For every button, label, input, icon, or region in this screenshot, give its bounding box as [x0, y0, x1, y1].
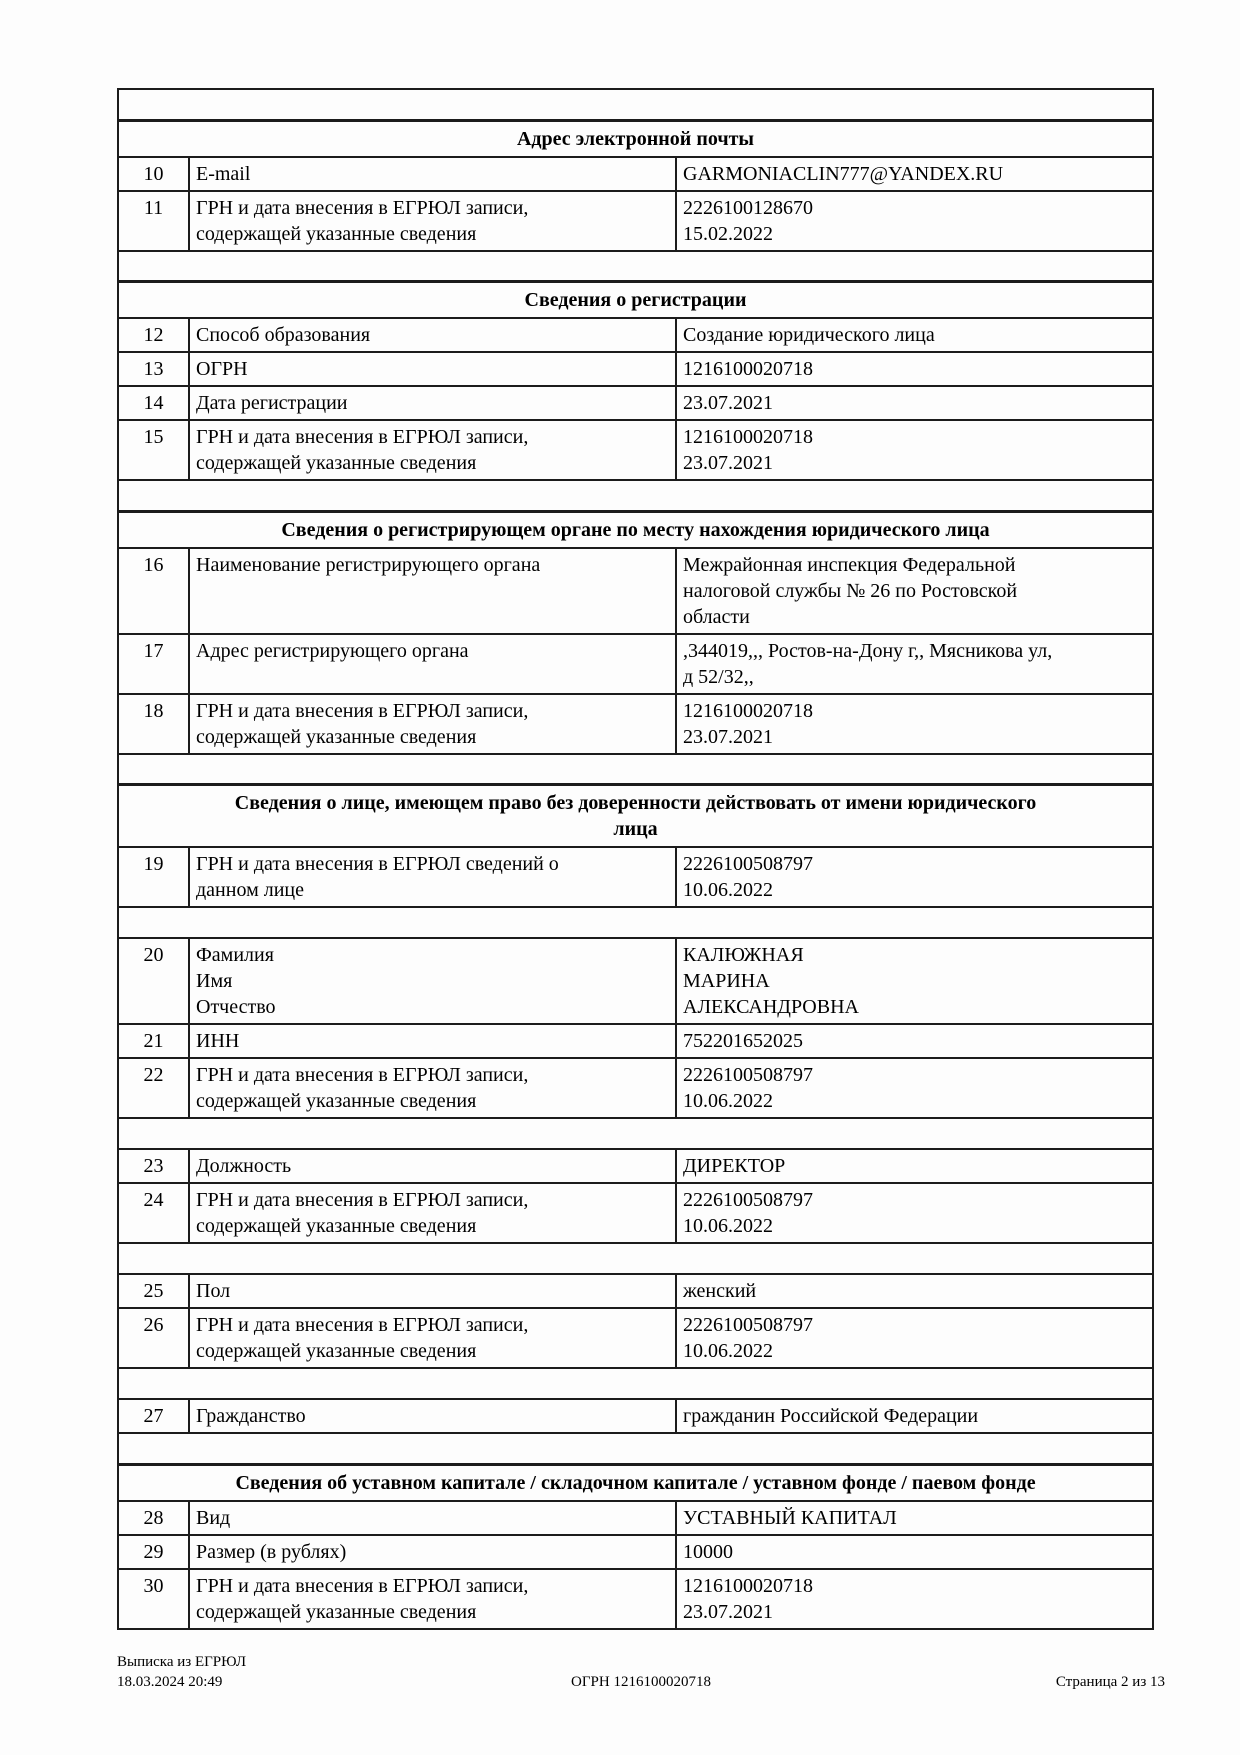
spacer-cell — [118, 1118, 1153, 1149]
row-number-cell: 23 — [118, 1149, 189, 1183]
cell-text-line: Сведения о регистрирующем органе по месту нахождения юридического лица — [281, 518, 990, 541]
cell-text-line: Размер (в рублях) — [196, 1540, 347, 1563]
table-row — [118, 352, 1153, 386]
row-value-cell — [676, 1149, 1153, 1183]
row-number-cell: 19 — [118, 847, 189, 907]
row-number-cell: 28 — [118, 1501, 189, 1535]
cell-text-line: Отчество — [196, 996, 276, 1018]
spacer-row — [118, 89, 1153, 120]
row-number-cell: 17 — [118, 634, 189, 694]
row-number-cell: 15 — [118, 420, 189, 480]
table-row — [118, 420, 1153, 480]
cell-text-line: данном лице — [196, 879, 304, 901]
table-row — [118, 1274, 1153, 1308]
row-label-cell — [189, 1399, 676, 1433]
row-number-cell: 30 — [118, 1569, 189, 1629]
footer-doc-title: Выписка из ЕГРЮЛ — [117, 1653, 246, 1670]
table-row — [118, 1024, 1153, 1058]
cell-text-line: области — [683, 605, 750, 628]
row-label-cell — [189, 1535, 676, 1569]
cell-text-line: 2226100508797 — [683, 853, 813, 875]
cell-text-line: 1216100020718 — [683, 426, 813, 448]
cell-text-line: д 52/32,, — [683, 665, 754, 688]
cell-text-line: Сведения о лице, имеющем право без доверенности действовать от имени юридического — [234, 792, 1037, 814]
row-label-cell — [189, 1308, 676, 1368]
cell-text-line: 2226100508797 — [683, 1189, 813, 1211]
table-row — [118, 548, 1153, 634]
row-label-cell — [189, 352, 676, 386]
row-label-cell — [189, 1501, 676, 1535]
row-value-cell — [676, 1399, 1153, 1433]
cell-text-line: женский — [683, 1280, 757, 1302]
row-value-cell — [676, 1274, 1153, 1308]
section-header-row — [118, 120, 1153, 157]
row-label-cell — [189, 386, 676, 420]
cell-text-line: УСТАВНЫЙ КАПИТАЛ — [683, 1506, 897, 1529]
row-number-cell: 12 — [118, 318, 189, 352]
spacer-row — [118, 1243, 1153, 1274]
cell-text-line: 10.06.2022 — [683, 1215, 773, 1237]
cell-text-line: ГРН и дата внесения в ЕГРЮЛ сведений о — [196, 853, 559, 875]
row-number-cell: 11 — [118, 191, 189, 251]
row-label-cell — [189, 1024, 676, 1058]
page-footer — [117, 1650, 1165, 1692]
table-row — [118, 1308, 1153, 1368]
spacer-cell — [118, 907, 1153, 938]
table-row — [118, 318, 1153, 352]
cell-text-line: 2226100508797 — [683, 1314, 813, 1336]
row-label-cell — [189, 1149, 676, 1183]
table-row — [118, 1058, 1153, 1118]
row-value-cell — [676, 191, 1153, 251]
footer-ogrn: ОГРН 1216100020718 — [571, 1673, 711, 1690]
row-value-cell — [676, 1569, 1153, 1629]
cell-text-line: ГРН и дата внесения в ЕГРЮЛ записи, — [196, 426, 529, 448]
cell-text-line: содержащей указанные сведения — [196, 1090, 477, 1112]
row-number-cell: 13 — [118, 352, 189, 386]
cell-text-line: лица — [613, 818, 658, 840]
egrul-table-body — [118, 89, 1153, 1629]
row-value-cell — [676, 847, 1153, 907]
cell-text-line: Фамилия — [196, 944, 274, 966]
table-row — [118, 1569, 1153, 1629]
cell-text-line: 752201652025 — [683, 1030, 803, 1052]
row-number-cell: 21 — [118, 1024, 189, 1058]
row-label-cell — [189, 157, 676, 191]
row-number-cell: 27 — [118, 1399, 189, 1433]
row-number-cell: 22 — [118, 1058, 189, 1118]
cell-text-line: Пол — [196, 1280, 231, 1302]
cell-text-line: 10000 — [683, 1540, 733, 1563]
spacer-row — [118, 251, 1153, 282]
row-label-cell — [189, 1183, 676, 1243]
cell-text-line: 23.07.2021 — [683, 725, 773, 748]
cell-text-line: 23.07.2021 — [683, 392, 773, 414]
section-header-row — [118, 282, 1153, 319]
spacer-row — [118, 907, 1153, 938]
spacer-row — [118, 754, 1153, 785]
row-number-cell: 16 — [118, 548, 189, 634]
cell-text-line: МАРИНА — [683, 970, 770, 992]
row-label-cell — [189, 191, 676, 251]
row-number-cell: 26 — [118, 1308, 189, 1368]
spacer-cell — [118, 754, 1153, 785]
cell-text-line: Межрайонная инспекция Федеральной — [683, 553, 1016, 576]
row-value-cell — [676, 1501, 1153, 1535]
row-number-cell: 14 — [118, 386, 189, 420]
row-value-cell — [676, 634, 1153, 694]
cell-text-line: Сведения о регистрации — [524, 289, 747, 311]
cell-text-line: АЛЕКСАНДРОВНА — [683, 996, 859, 1018]
row-number-cell: 10 — [118, 157, 189, 191]
cell-text-line: Адрес электронной почты — [516, 127, 755, 150]
spacer-cell — [118, 1243, 1153, 1274]
row-value-cell — [676, 1058, 1153, 1118]
spacer-row — [118, 1433, 1153, 1464]
cell-text-line: E-mail — [196, 162, 251, 185]
egrul-table — [117, 88, 1154, 1630]
cell-text-line: содержащей указанные сведения — [196, 452, 477, 474]
spacer-row — [118, 1368, 1153, 1399]
row-value-cell — [676, 694, 1153, 754]
section-header-row — [118, 785, 1153, 848]
row-value-cell — [676, 386, 1153, 420]
row-label-cell — [189, 318, 676, 352]
row-value-cell — [676, 1183, 1153, 1243]
cell-text-line: 1216100020718 — [683, 699, 813, 722]
cell-text-line: 1216100020718 — [683, 358, 813, 380]
table-row — [118, 694, 1153, 754]
cell-text-line: ГРН и дата внесения в ЕГРЮЛ записи, — [196, 196, 529, 219]
cell-text-line: Наименование регистрирующего органа — [196, 553, 541, 576]
row-label-cell — [189, 938, 676, 1024]
row-value-cell — [676, 1535, 1153, 1569]
cell-text-line: Вид — [196, 1506, 231, 1529]
cell-text-line: содержащей указанные сведения — [196, 222, 477, 245]
cell-text-line: содержащей указанные сведения — [196, 725, 477, 748]
row-value-cell — [676, 157, 1153, 191]
cell-text-line: содержащей указанные сведения — [196, 1215, 477, 1237]
spacer-cell — [118, 1433, 1153, 1464]
cell-text-line: 2226100128670 — [683, 196, 813, 219]
row-value-cell — [676, 938, 1153, 1024]
section-header-row — [118, 1464, 1153, 1501]
row-number-cell: 24 — [118, 1183, 189, 1243]
cell-text-line: Должность — [196, 1155, 292, 1177]
cell-text-line: Имя — [196, 970, 233, 992]
cell-text-line: 15.02.2022 — [683, 222, 773, 245]
cell-text-line: налоговой службы № 26 по Ростовской — [683, 579, 1018, 602]
cell-text-line: КАЛЮЖНАЯ — [683, 944, 804, 966]
cell-text-line: ДИРЕКТОР — [683, 1155, 786, 1177]
row-label-cell — [189, 1274, 676, 1308]
cell-text-line: 10.06.2022 — [683, 879, 773, 901]
cell-text-line: ГРН и дата внесения в ЕГРЮЛ записи, — [196, 1189, 529, 1211]
cell-text-line: гражданин Российской Федерации — [683, 1405, 979, 1427]
cell-text-line: 23.07.2021 — [683, 452, 773, 474]
row-value-cell — [676, 1024, 1153, 1058]
section-title — [118, 282, 1153, 319]
cell-text-line: ОГРН — [196, 358, 248, 380]
table-row — [118, 1399, 1153, 1433]
cell-text-line: Дата регистрации — [196, 392, 348, 414]
section-title — [118, 120, 1153, 157]
section-title — [118, 1464, 1153, 1501]
section-title — [118, 511, 1153, 548]
row-value-cell — [676, 420, 1153, 480]
spacer-cell — [118, 1368, 1153, 1399]
cell-text-line: 1216100020718 — [683, 1574, 813, 1597]
row-label-cell — [189, 694, 676, 754]
table-row — [118, 386, 1153, 420]
cell-text-line: 23.07.2021 — [683, 1600, 773, 1623]
table-row — [118, 157, 1153, 191]
cell-text-line: ГРН и дата внесения в ЕГРЮЛ записи, — [196, 1314, 529, 1336]
table-row — [118, 1149, 1153, 1183]
row-label-cell — [189, 1569, 676, 1629]
footer-page-number: Страница 2 из 13 — [1055, 1673, 1165, 1690]
section-title — [118, 785, 1153, 848]
table-row — [118, 847, 1153, 907]
cell-text-line: ГРН и дата внесения в ЕГРЮЛ записи, — [196, 699, 529, 722]
table-row — [118, 1183, 1153, 1243]
row-number-cell: 18 — [118, 694, 189, 754]
cell-text-line: ГРН и дата внесения в ЕГРЮЛ записи, — [196, 1064, 529, 1086]
row-label-cell — [189, 420, 676, 480]
table-row — [118, 634, 1153, 694]
table-row — [118, 1501, 1153, 1535]
row-value-cell — [676, 548, 1153, 634]
footer-timestamp: 18.03.2024 20:49 — [117, 1673, 223, 1690]
spacer-cell — [118, 480, 1153, 511]
row-number-cell: 20 — [118, 938, 189, 1024]
cell-text-line: Сведения об уставном капитале / складочном капитале / уставном фонде / паевом фонде — [235, 1471, 1036, 1494]
cell-text-line: ,344019,,, Ростов-на-Дону г,, Мясникова ул, — [683, 639, 1053, 662]
row-label-cell — [189, 847, 676, 907]
cell-text-line: Создание юридического лица — [683, 324, 935, 346]
spacer-row — [118, 480, 1153, 511]
row-value-cell — [676, 1308, 1153, 1368]
cell-text-line: Адрес регистрирующего органа — [196, 639, 469, 662]
cell-text-line: 10.06.2022 — [683, 1090, 773, 1112]
row-label-cell — [189, 1058, 676, 1118]
table-row — [118, 938, 1153, 1024]
cell-text-line: Гражданство — [196, 1405, 306, 1427]
row-label-cell — [189, 548, 676, 634]
cell-text-line: 2226100508797 — [683, 1064, 813, 1086]
cell-text-line: Способ образования — [196, 324, 371, 346]
cell-text-line: GARMONIACLIN777@YANDEX.RU — [683, 162, 1004, 185]
cell-text-line: ГРН и дата внесения в ЕГРЮЛ записи, — [196, 1574, 529, 1597]
spacer-cell — [118, 89, 1153, 120]
row-value-cell — [676, 318, 1153, 352]
cell-text-line: содержащей указанные сведения — [196, 1340, 477, 1362]
row-number-cell: 29 — [118, 1535, 189, 1569]
cell-text-line: 10.06.2022 — [683, 1340, 773, 1362]
row-value-cell — [676, 352, 1153, 386]
spacer-cell — [118, 251, 1153, 282]
cell-text-line: содержащей указанные сведения — [196, 1600, 477, 1623]
section-header-row — [118, 511, 1153, 548]
cell-text-line: ИНН — [196, 1030, 240, 1052]
row-label-cell — [189, 634, 676, 694]
table-row — [118, 191, 1153, 251]
table-row — [118, 1535, 1153, 1569]
row-number-cell: 25 — [118, 1274, 189, 1308]
spacer-row — [118, 1118, 1153, 1149]
